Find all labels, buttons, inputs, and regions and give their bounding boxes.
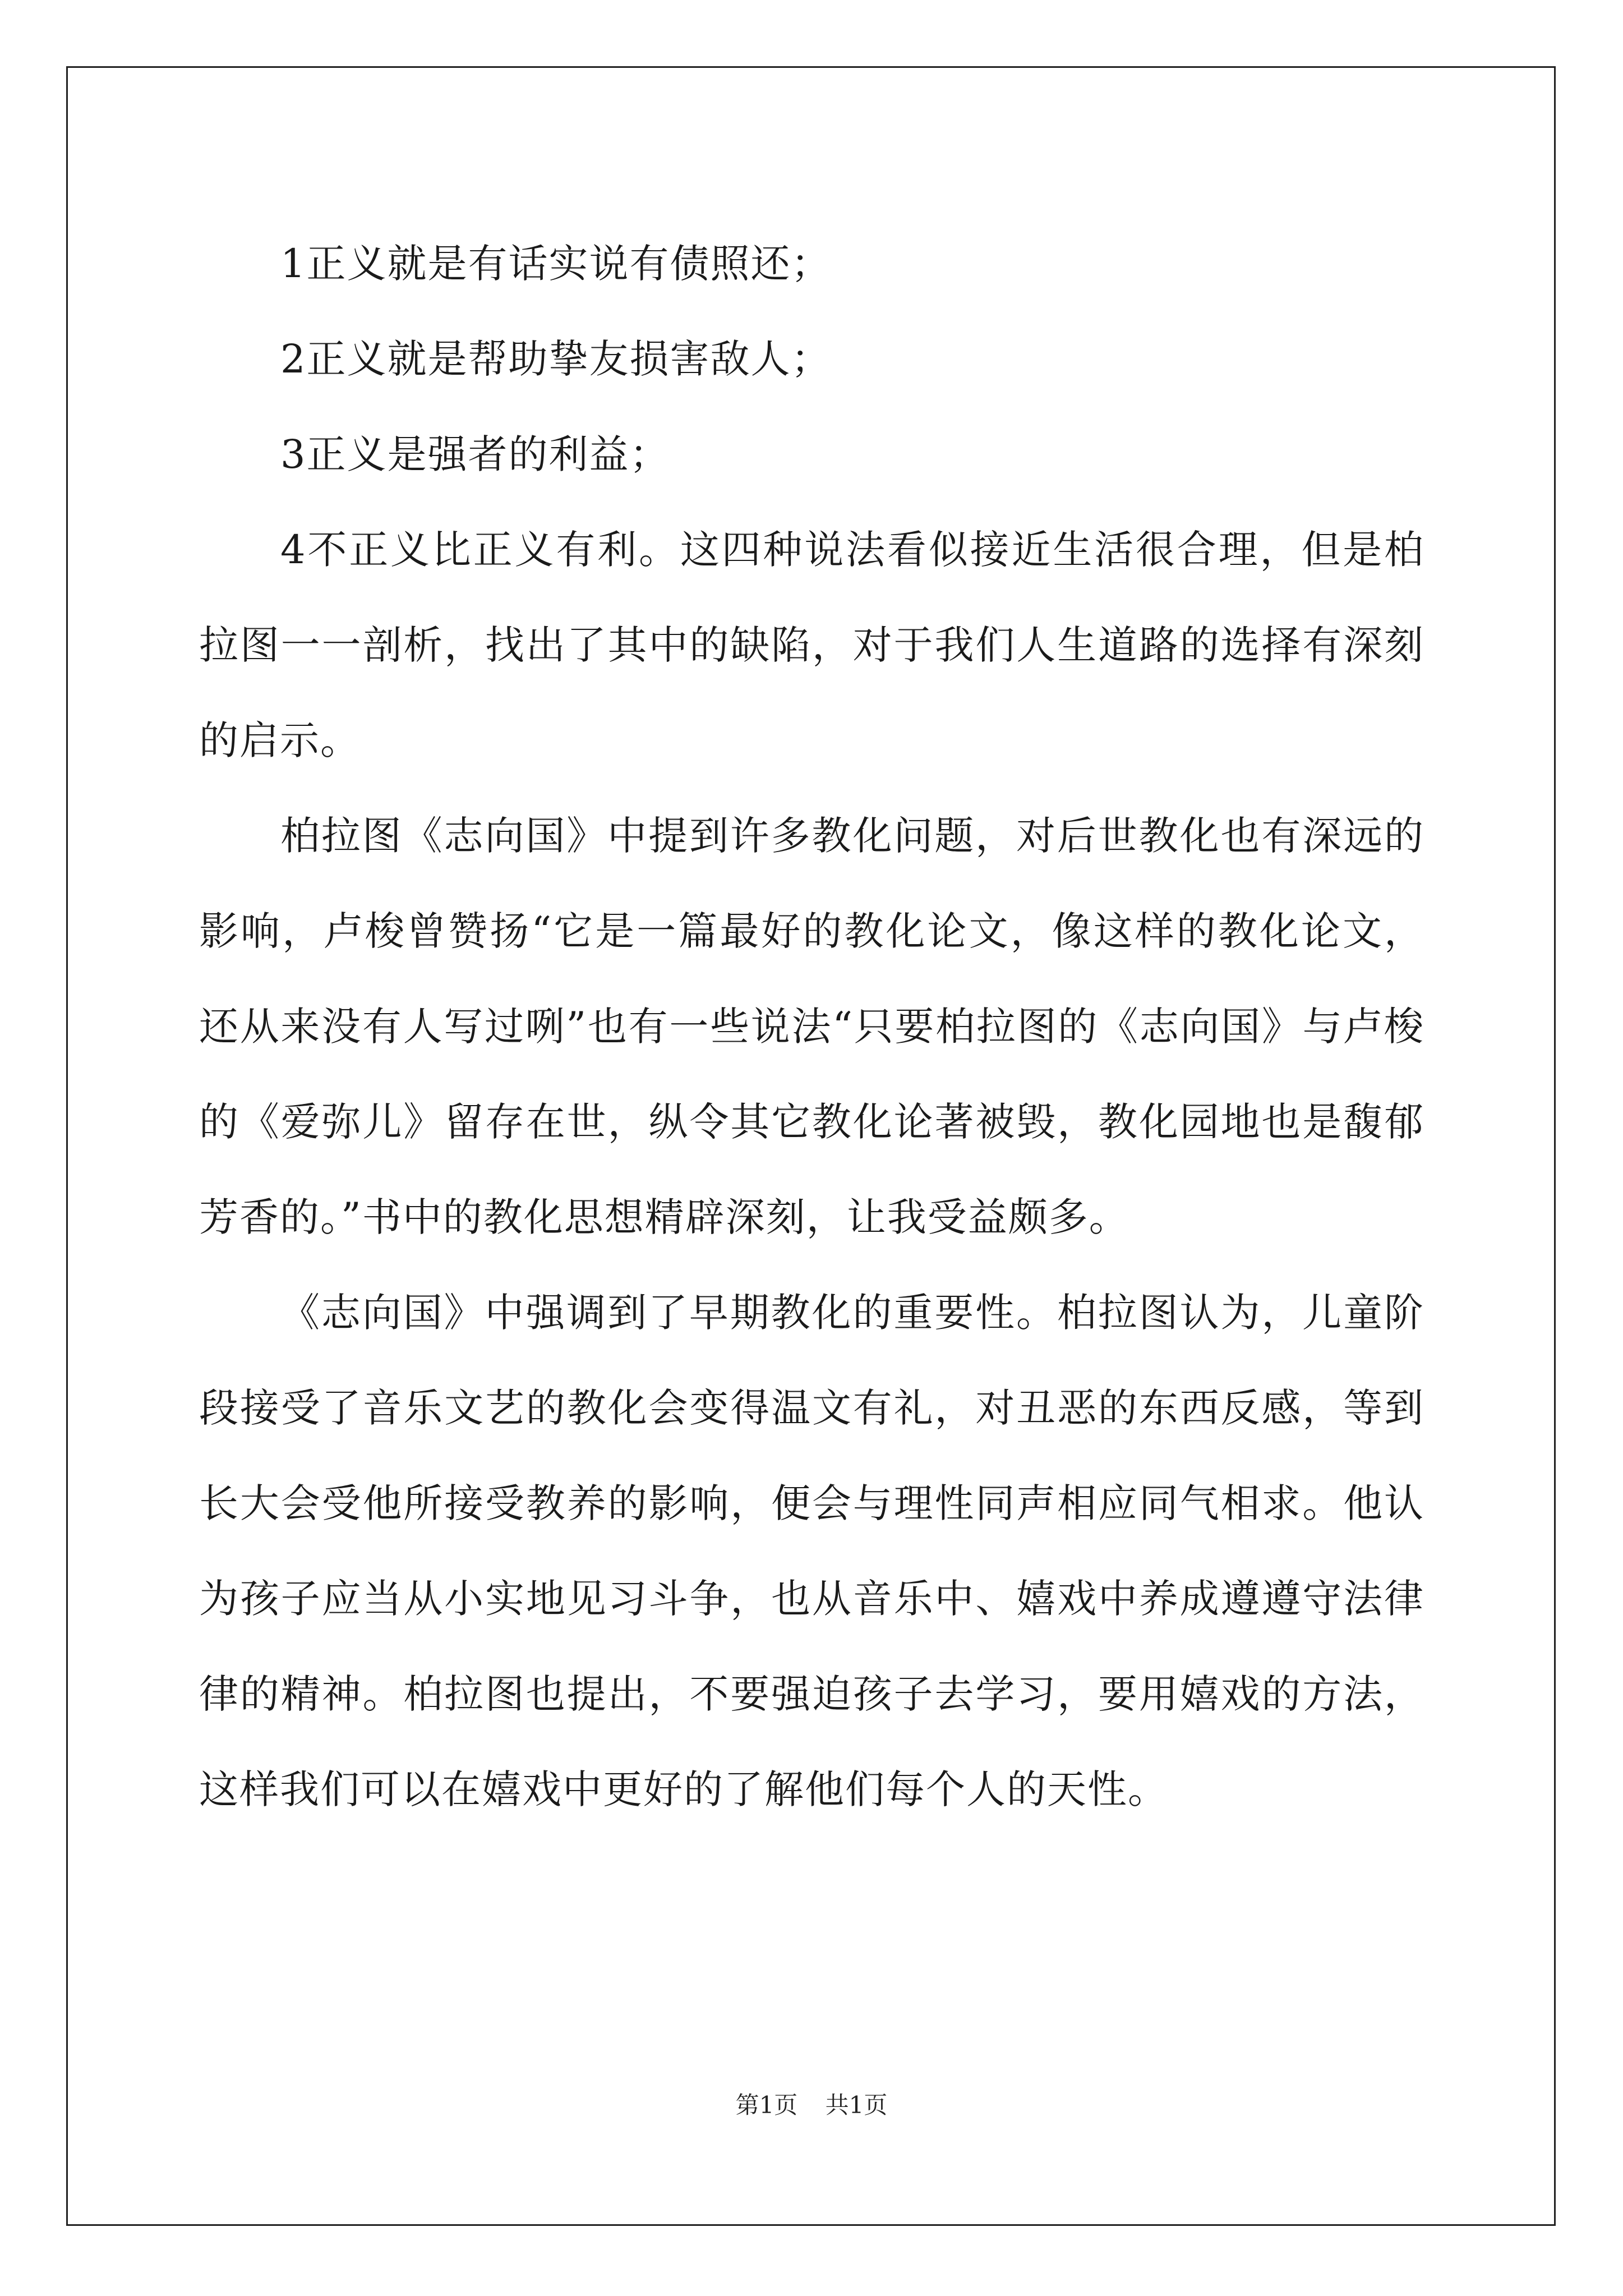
page-footer bbox=[0, 2087, 1623, 2120]
paragraph-6: 《志向国》中强调到了早期教化的重要性。柏拉图认为，儿童阶段接受了音乐文艺的教化会变得温文有礼，对丑恶的东西反感，等到长大会受他所接受教养的影响，便会与理性同声相应同气相求。他认为孩子应当从小实地见习斗争，也从音乐中、嬉戏中养成遵遵守法律律的精神。柏拉图也提出，不要强迫孩子去学习，要用嬉戏的方法，这样我们可以在嬉戏中更好的了解他们每个人的天性。 bbox=[199, 1290, 1424, 1812]
paragraph-3: 3正义是强者的利益； bbox=[280, 431, 670, 477]
page-number: 第1页 bbox=[735, 2091, 798, 2119]
paragraph-5: 柏拉图《志向国》中提到许多教化问题，对后世教化也有深远的影响，卢梭曾赞扬“它是一篇最好的教化论文，像这样的教化论文，还从来没有人写过咧”也有一些说法“只要柏拉图的《志向国》与卢梭的《爱弥儿》留存在世，纵令其它教化论著被毁，教化园地也是馥郁芳香的。”书中的教化思想精辟深刻，让我受益颇多。 bbox=[199, 813, 1424, 1240]
paragraph-4: 4不正义比正义有利。这四种说法看似接近生活很合理，但是柏拉图一一剖析，找出了其中的缺陷，对于我们人生道路的选择有深刻的启示。 bbox=[199, 527, 1424, 763]
page-total: 共1页 bbox=[825, 2091, 888, 2119]
paragraph-2: 2正义就是帮助挚友损害敌人； bbox=[280, 336, 832, 382]
paragraph-1: 1正义就是有话实说有债照还； bbox=[280, 241, 832, 287]
document-body bbox=[199, 216, 1424, 1837]
